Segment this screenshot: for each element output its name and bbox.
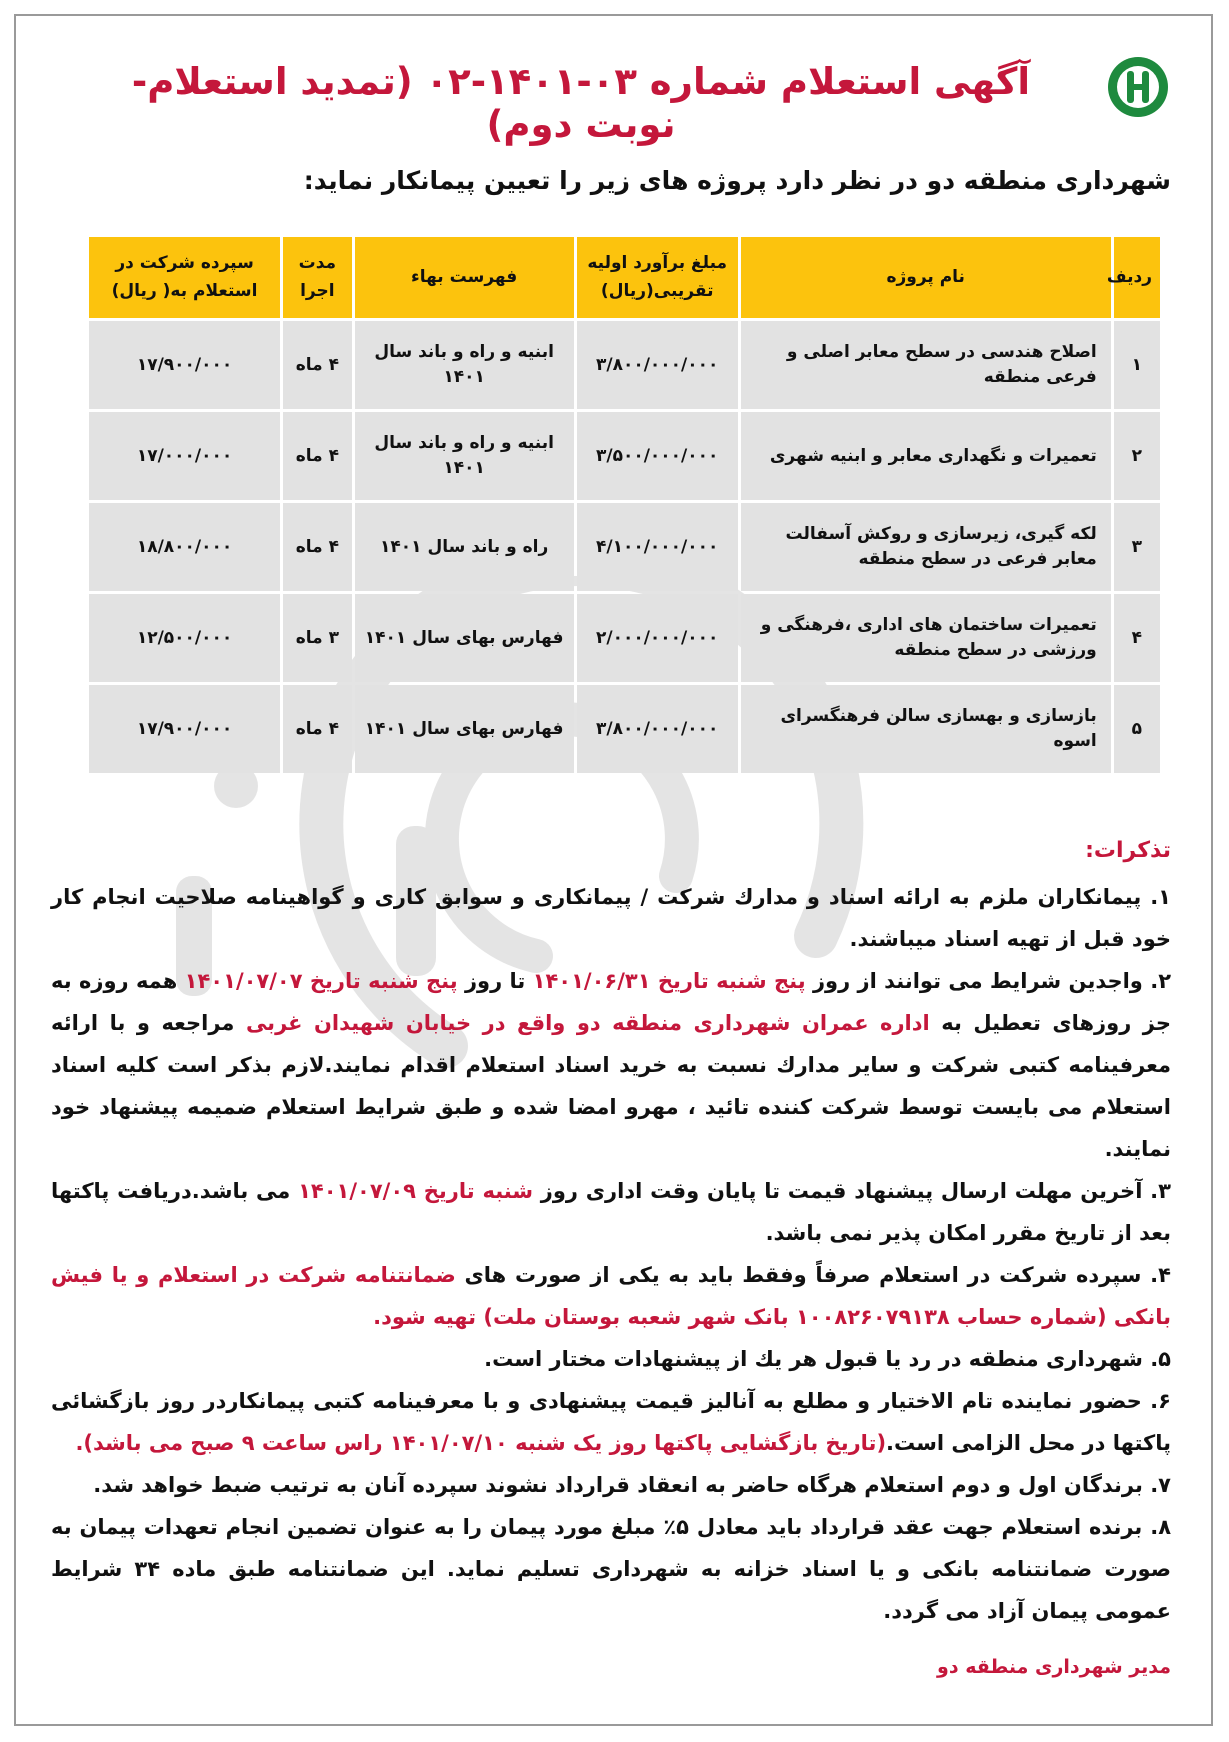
table-row [89, 321, 1160, 409]
notice-page [14, 14, 1213, 1726]
signature: مدیر شهرداری منطقه دو [937, 1656, 1171, 1678]
cell-estimate: ۳/۸۰۰/۰۰۰/۰۰۰ [577, 685, 738, 773]
header-row-no: ردیف [1114, 237, 1160, 318]
table-row [89, 412, 1160, 500]
header-project-name: نام پروژه [741, 237, 1111, 318]
cell-row-no: ۵ [1114, 685, 1160, 773]
cell-duration: ۴ ماه [283, 321, 351, 409]
cell-row-no: ۲ [1114, 412, 1160, 500]
table-row [89, 685, 1160, 773]
note-text: ۶. حضور نماینده تام الاختیار و مطلع به آنالیز قیمت پیشنهادی و با معرفینامه کتبی پیمانکاردر روز بازگشائی پاکتها در محل الزامی است. [51, 1389, 1171, 1455]
table-header-row [89, 237, 1160, 318]
note-4 [51, 1254, 1171, 1338]
cell-estimate: ۴/۱۰۰/۰۰۰/۰۰۰ [577, 503, 738, 591]
cell-estimate: ۳/۵۰۰/۰۰۰/۰۰۰ [577, 412, 738, 500]
cell-project-name: اصلاح هندسی در سطح معابر اصلی و فرعی منطقه [741, 321, 1111, 409]
header-estimate: مبلغ برآورد اولیه تقریبی(ریال) [577, 237, 738, 318]
cell-deposit: ۱۷/۰۰۰/۰۰۰ [89, 412, 280, 500]
cell-project-name: بازسازی و بهسازی سالن فرهنگسرای اسوه [741, 685, 1111, 773]
cell-deposit: ۱۸/۸۰۰/۰۰۰ [89, 503, 280, 591]
cell-project-name: تعمیرات ساختمان های اداری ،فرهنگی و ورزشی در سطح منطقه [741, 594, 1111, 682]
table-row [89, 503, 1160, 591]
note-highlight: شنبه تاریخ ۱۴۰۱/۰۷/۰۹ [298, 1179, 533, 1203]
cell-duration: ۴ ماه [283, 412, 351, 500]
note-text: تا روز [457, 969, 533, 993]
note-highlight: پنج شنبه تاریخ ۱۴۰۱/۰۶/۳۱ [532, 969, 806, 993]
notice-title: آگهی استعلام شماره ۰۳-۱۴۰۱-۰۲ (تمدید استعلام-نوبت دوم) [131, 60, 1031, 146]
notes-heading: تذکرات: [1085, 838, 1171, 863]
note-text: مراجعه و با ارائه معرفینامه کتبی شرکت و سایر مدارك نسبت به خرید اسناد استعلام اقدام نمایند.لازم بذکر است کلیه اسناد استعلام می بایست توسط شرکت کننده تائید ، مهرو امضا شده و طبق شرایط استعلام ضمیمه پیشنهاد خود نمایند. [51, 1011, 1171, 1161]
note-2 [51, 960, 1171, 1170]
cell-project-name: لکه گیری، زیرسازی و روکش آسفالت معابر فرعی در سطح منطقه [741, 503, 1111, 591]
cell-estimate: ۳/۸۰۰/۰۰۰/۰۰۰ [577, 321, 738, 409]
header-pricelist: فهرست بهاء [355, 237, 574, 318]
municipality-logo-icon [1105, 54, 1171, 120]
cell-pricelist: راه و باند سال ۱۴۰۱ [355, 503, 574, 591]
notes-list [51, 876, 1171, 1632]
cell-estimate: ۲/۰۰۰/۰۰۰/۰۰۰ [577, 594, 738, 682]
cell-duration: ۳ ماه [283, 594, 351, 682]
note-text: همه روزه به جز روزهای تعطیل به [51, 969, 1171, 1035]
note-1: ۱. پیمانکاران ملزم به ارائه اسناد و مدارك شرکت / پیمانکاری و سوابق کاری و گواهینامه صلاحیت انجام کار خود قبل از تهیه اسناد میباشند. [51, 885, 1171, 951]
note-highlight: پنج شنبه تاریخ ۱۴۰۱/۰۷/۰۷ [184, 969, 458, 993]
cell-row-no: ۴ [1114, 594, 1160, 682]
note-3 [51, 1170, 1171, 1254]
header-deposit: سپرده شرکت در استعلام به( ریال) [89, 237, 280, 318]
cell-pricelist: ابنیه و راه و باند سال ۱۴۰۱ [355, 321, 574, 409]
header-duration: مدت اجرا [283, 237, 351, 318]
note-text: می باشد.دریافت پاکتها بعد از تاریخ مقرر امکان پذیر نمی باشد. [51, 1179, 1171, 1245]
note-text: ۲. واجدین شرایط می توانند از روز [805, 969, 1172, 993]
cell-duration: ۴ ماه [283, 685, 351, 773]
projects-table [86, 234, 1163, 776]
cell-row-no: ۳ [1114, 503, 1160, 591]
note-highlight: اداره عمران شهرداری منطقه دو واقع در خیابان شهیدان غربی [245, 1011, 930, 1035]
note-8: ۸. برنده استعلام جهت عقد قرارداد باید معادل ۵٪ مبلغ مورد پیمان را به عنوان تضمین انجام تعهدات پیمان به صورت ضمانتنامه بانکی و یا اسناد خزانه به شهرداری تسلیم نماید. این ضمانتنامه طبق ماده ۳۴ شرایط عمومی پیمان آزاد می گردد. [51, 1515, 1172, 1623]
cell-pricelist: ابنیه و راه و باند سال ۱۴۰۱ [355, 412, 574, 500]
note-text: ۴. سپرده شرکت در استعلام صرفاً وفقط باید به یکی از صورت های [455, 1263, 1171, 1287]
cell-project-name: تعمیرات و نگهداری معابر و ابنیه شهری [741, 412, 1111, 500]
cell-duration: ۴ ماه [283, 503, 351, 591]
cell-row-no: ۱ [1114, 321, 1160, 409]
note-text: ۳. آخرین مهلت ارسال پیشنهاد قیمت تا پایان وقت اداری روز [532, 1179, 1171, 1203]
cell-deposit: ۱۲/۵۰۰/۰۰۰ [89, 594, 280, 682]
cell-deposit: ۱۷/۹۰۰/۰۰۰ [89, 321, 280, 409]
note-highlight: ضمانتنامه شرکت در استعلام و یا فیش بانکی (شماره حساب ۱۰۰۸۲۶۰۷۹۱۳۸ بانک شهر شعبه بوستان ملت) تهیه شود. [51, 1263, 1171, 1329]
note-5: ۵. شهرداری منطقه در رد یا قبول هر یك از پیشنهادات مختار است. [484, 1347, 1171, 1371]
notice-intro: شهرداری منطقه دو در نظر دارد پروژه های زیر را تعیین پیمانکار نماید: [303, 166, 1171, 195]
note-6 [51, 1380, 1171, 1464]
note-highlight: (تاریخ بازگشایی پاکتها روز یک شنبه ۱۴۰۱/۰۷/۱۰ راس ساعت ۹ صبح می باشد). [75, 1431, 887, 1455]
cell-pricelist: فهارس بهای سال ۱۴۰۱ [355, 685, 574, 773]
note-7: ۷. برندگان اول و دوم استعلام هرگاه حاضر به انعقاد قرارداد نشوند سپرده آنان به ترتیب ضبط خواهد شد. [93, 1473, 1171, 1497]
table-row [89, 594, 1160, 682]
cell-deposit: ۱۷/۹۰۰/۰۰۰ [89, 685, 280, 773]
cell-pricelist: فهارس بهای سال ۱۴۰۱ [355, 594, 574, 682]
